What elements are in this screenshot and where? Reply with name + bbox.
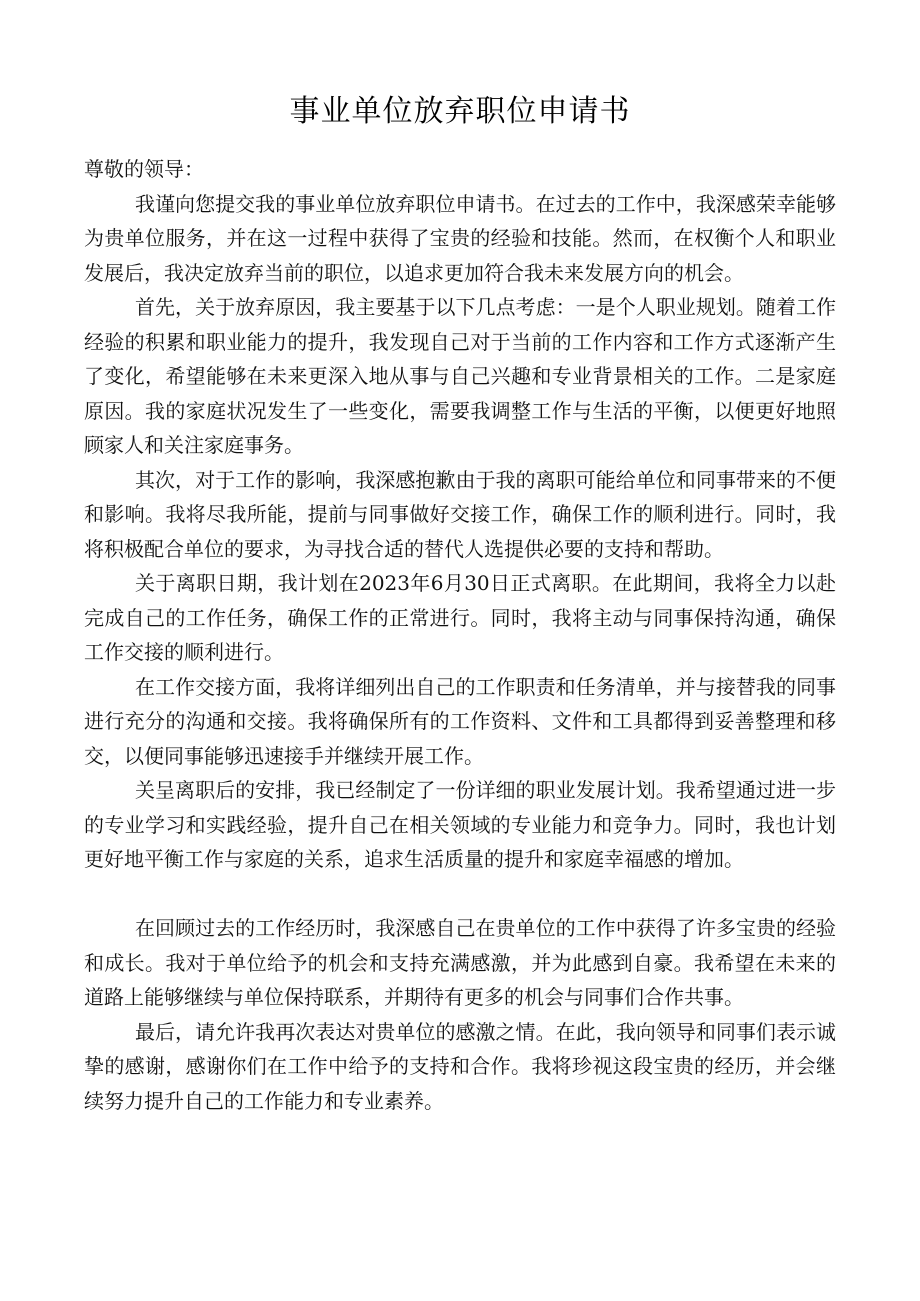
paragraph-closing: 最后，请允许我再次表达对贵单位的感激之情。在此，我向领导和同事们表示诚挚的感谢，感谢你们在工作中给予的支持和合作。我将珍视这段宝贵的经历，并会继续努力提升自己的工作能力和专业素养。 — [84, 1019, 836, 1113]
document-body — [84, 152, 836, 1118]
paragraph-handover: 在工作交接方面，我将详细列出自己的工作职责和任务清单，并与接替我的同事进行充分的沟通和交接。我将确保所有的工作资料、文件和工具都得到妥善整理和移交，以便同事能够迅速接手并继续开展工作。 — [84, 674, 836, 768]
salutation: 尊敬的领导： — [84, 157, 204, 181]
paragraph-reasons: 首先，关于放弃原因，我主要基于以下几点考虑：一是个人职业规划。随着工作经验的积累和职业能力的提升，我发现自己对于当前的工作内容和工作方式逐渐产生了变化，希望能够在未来更深入地从事与自己兴趣和专业背景相关的工作。二是家庭原因。我的家庭状况发生了一些变化，需要我调整工作与生活的平衡，以便更好地照顾家人和关注家庭事务。 — [84, 295, 836, 457]
paragraph-impact: 其次，对于工作的影响，我深感抱歉由于我的离职可能给单位和同事带来的不便和影响。我将尽我所能，提前与同事做好交接工作，确保工作的顺利进行。同时，我将积极配合单位的要求，为寻找合适的替代人选提供必要的支持和帮助。 — [84, 467, 836, 561]
blank-line — [84, 877, 836, 912]
paragraph-future-plans: 关呈离职后的安排，我已经制定了一份详细的职业发展计划。我希望通过进一步的专业学习和实践经验，提升自己在相关领域的专业能力和竞争力。同时，我也计划更好地平衡工作与家庭的关系，追求生活质量的提升和家庭幸福感的增加。 — [84, 778, 836, 871]
paragraph-leave-date: 关于离职日期，我计划在2023年6月30日正式离职。在此期间，我将全力以赴完成自己的工作任务，确保工作的正常进行。同时，我将主动与同事保持沟通，确保工作交接的顺利进行。 — [84, 571, 836, 664]
paragraph-retrospective: 在回顾过去的工作经历时，我深感自己在贵单位的工作中获得了许多宝贵的经验和成长。我对于单位给予的机会和支持充满感激，并为此感到自豪。我希望在未来的道路上能够继续与单位保持联系，并期待有更多的机会与同事们合作共事。 — [84, 916, 836, 1009]
paragraph-intro: 我谨向您提交我的事业单位放弃职位申请书。在过去的工作中，我深感荣幸能够为贵单位服务，并在这一过程中获得了宝贵的经验和技能。然而，在权衡个人和职业发展后，我决定放弃当前的职位，以追求更加符合我未来发展方向的机会。 — [84, 191, 836, 285]
document-title: 事业单位放弃职位申请书 — [289, 94, 631, 129]
